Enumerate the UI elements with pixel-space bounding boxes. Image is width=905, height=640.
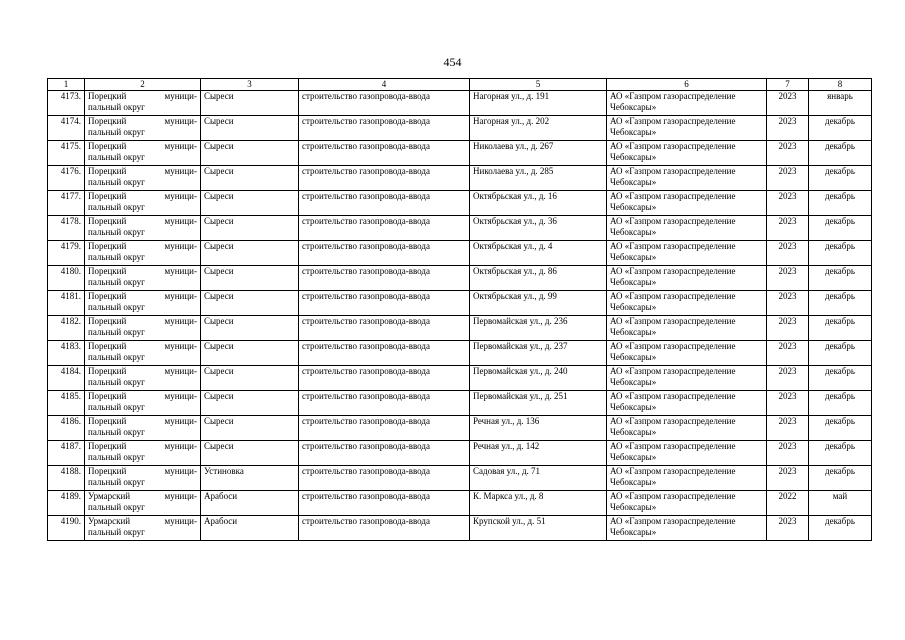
settlement-cell: Сыреси [201, 191, 299, 216]
district-second-line: пальный округ [88, 502, 145, 512]
district-hyphen-part: муници- [164, 441, 197, 451]
table-row [48, 441, 872, 466]
district-second-line: пальный округ [88, 327, 145, 337]
year-cell: 2023 [767, 441, 809, 466]
month-cell: декабрь [809, 191, 872, 216]
district-cell [85, 416, 201, 441]
district-name: Порецкий [88, 416, 127, 426]
work-type-cell: строительство газопровода-ввода [299, 391, 470, 416]
district-first-line [88, 191, 197, 202]
settlement-cell: Сыреси [201, 416, 299, 441]
row-number: 4187. [48, 441, 85, 466]
settlement-cell: Арабоси [201, 491, 299, 516]
month-cell: декабрь [809, 241, 872, 266]
district-first-line [88, 441, 197, 452]
settlement-cell: Сыреси [201, 116, 299, 141]
district-name: Порецкий [88, 116, 127, 126]
work-type-cell: строительство газопровода-ввода [299, 466, 470, 491]
settlement-cell: Сыреси [201, 166, 299, 191]
district-hyphen-part: муници- [164, 516, 197, 526]
month-cell: декабрь [809, 391, 872, 416]
district-first-line [88, 341, 197, 352]
table-row [48, 516, 872, 541]
district-name: Порецкий [88, 316, 127, 326]
district-cell [85, 241, 201, 266]
month-cell: декабрь [809, 266, 872, 291]
district-second-line: пальный округ [88, 177, 145, 187]
row-number: 4190. [48, 516, 85, 541]
district-name: Порецкий [88, 241, 127, 251]
work-type-cell: строительство газопровода-ввода [299, 191, 470, 216]
address-cell: К. Маркса ул., д. 8 [470, 491, 607, 516]
organization-cell: АО «Газпром газораспределение Чебоксары» [607, 366, 767, 391]
district-cell [85, 391, 201, 416]
work-type-cell: строительство газопровода-ввода [299, 291, 470, 316]
column-header: 3 [201, 79, 299, 91]
column-header: 4 [299, 79, 470, 91]
table-row [48, 291, 872, 316]
year-cell: 2023 [767, 341, 809, 366]
district-second-line: пальный округ [88, 277, 145, 287]
district-first-line [88, 316, 197, 327]
row-number: 4181. [48, 291, 85, 316]
address-cell: Первомайская ул., д. 240 [470, 366, 607, 391]
year-cell: 2023 [767, 91, 809, 116]
row-number: 4185. [48, 391, 85, 416]
district-name: Порецкий [88, 291, 127, 301]
organization-cell: АО «Газпром газораспределение Чебоксары» [607, 241, 767, 266]
row-number: 4177. [48, 191, 85, 216]
district-hyphen-part: муници- [164, 191, 197, 201]
settlement-cell: Сыреси [201, 441, 299, 466]
address-cell: Николаева ул., д. 285 [470, 166, 607, 191]
table-row [48, 316, 872, 341]
month-cell: декабрь [809, 516, 872, 541]
year-cell: 2023 [767, 391, 809, 416]
row-number: 4189. [48, 491, 85, 516]
district-name: Порецкий [88, 216, 127, 226]
row-number: 4179. [48, 241, 85, 266]
district-cell [85, 191, 201, 216]
month-cell: декабрь [809, 416, 872, 441]
district-first-line [88, 466, 197, 477]
organization-cell: АО «Газпром газораспределение Чебоксары» [607, 216, 767, 241]
work-type-cell: строительство газопровода-ввода [299, 241, 470, 266]
district-hyphen-part: муници- [164, 316, 197, 326]
year-cell: 2022 [767, 491, 809, 516]
district-name: Порецкий [88, 266, 127, 276]
work-type-cell: строительство газопровода-ввода [299, 91, 470, 116]
work-type-cell: строительство газопровода-ввода [299, 516, 470, 541]
district-second-line: пальный округ [88, 402, 145, 412]
district-hyphen-part: муници- [164, 491, 197, 501]
district-hyphen-part: муници- [164, 91, 197, 101]
district-hyphen-part: муници- [164, 116, 197, 126]
work-type-cell: строительство газопровода-ввода [299, 366, 470, 391]
work-type-cell: строительство газопровода-ввода [299, 316, 470, 341]
month-cell: декабрь [809, 116, 872, 141]
district-second-line: пальный округ [88, 452, 145, 462]
district-first-line [88, 416, 197, 427]
month-cell: декабрь [809, 166, 872, 191]
year-cell: 2023 [767, 416, 809, 441]
address-cell: Октябрьская ул., д. 86 [470, 266, 607, 291]
table-row [48, 241, 872, 266]
district-hyphen-part: муници- [164, 141, 197, 151]
district-hyphen-part: муници- [164, 466, 197, 476]
address-cell: Садовая ул., д. 71 [470, 466, 607, 491]
address-cell: Речная ул., д. 136 [470, 416, 607, 441]
district-cell [85, 166, 201, 191]
page-number: 454 [443, 55, 462, 69]
district-name: Порецкий [88, 166, 127, 176]
month-cell: январь [809, 91, 872, 116]
district-hyphen-part: муници- [164, 416, 197, 426]
district-first-line [88, 516, 197, 527]
district-second-line: пальный округ [88, 527, 145, 537]
work-type-cell: строительство газопровода-ввода [299, 141, 470, 166]
district-cell [85, 266, 201, 291]
organization-cell: АО «Газпром газораспределение Чебоксары» [607, 141, 767, 166]
row-number: 4176. [48, 166, 85, 191]
year-cell: 2023 [767, 516, 809, 541]
address-cell: Крупской ул., д. 51 [470, 516, 607, 541]
district-second-line: пальный округ [88, 227, 145, 237]
district-name: Порецкий [88, 466, 127, 476]
row-number: 4178. [48, 216, 85, 241]
month-cell: декабрь [809, 216, 872, 241]
month-cell: май [809, 491, 872, 516]
district-first-line [88, 166, 197, 177]
table-row [48, 466, 872, 491]
organization-cell: АО «Газпром газораспределение Чебоксары» [607, 416, 767, 441]
year-cell: 2023 [767, 366, 809, 391]
address-cell: Октябрьская ул., д. 16 [470, 191, 607, 216]
settlement-cell: Сыреси [201, 391, 299, 416]
address-cell: Первомайская ул., д. 237 [470, 341, 607, 366]
organization-cell: АО «Газпром газораспределение Чебоксары» [607, 516, 767, 541]
table-row [48, 391, 872, 416]
table-row [48, 341, 872, 366]
work-type-cell: строительство газопровода-ввода [299, 416, 470, 441]
column-header: 7 [767, 79, 809, 91]
work-type-cell: строительство газопровода-ввода [299, 166, 470, 191]
row-number: 4188. [48, 466, 85, 491]
district-hyphen-part: муници- [164, 216, 197, 226]
table-row [48, 216, 872, 241]
gas-works-table [47, 78, 872, 541]
district-cell [85, 491, 201, 516]
settlement-cell: Устиновка [201, 466, 299, 491]
district-cell [85, 441, 201, 466]
month-cell: декабрь [809, 366, 872, 391]
district-first-line [88, 366, 197, 377]
year-cell: 2023 [767, 191, 809, 216]
district-cell [85, 291, 201, 316]
column-header: 6 [607, 79, 767, 91]
district-first-line [88, 391, 197, 402]
month-cell: декабрь [809, 341, 872, 366]
organization-cell: АО «Газпром газораспределение Чебоксары» [607, 166, 767, 191]
month-cell: декабрь [809, 466, 872, 491]
month-cell: декабрь [809, 441, 872, 466]
district-hyphen-part: муници- [164, 366, 197, 376]
district-first-line [88, 291, 197, 302]
work-type-cell: строительство газопровода-ввода [299, 491, 470, 516]
district-first-line [88, 116, 197, 127]
table-row [48, 266, 872, 291]
settlement-cell: Сыреси [201, 366, 299, 391]
address-cell: Николаева ул., д. 267 [470, 141, 607, 166]
district-cell [85, 141, 201, 166]
work-type-cell: строительство газопровода-ввода [299, 216, 470, 241]
year-cell: 2023 [767, 316, 809, 341]
address-cell: Речная ул., д. 142 [470, 441, 607, 466]
address-cell: Октябрьская ул., д. 36 [470, 216, 607, 241]
district-first-line [88, 241, 197, 252]
district-hyphen-part: муници- [164, 291, 197, 301]
district-hyphen-part: муници- [164, 341, 197, 351]
row-number: 4183. [48, 341, 85, 366]
row-number: 4186. [48, 416, 85, 441]
district-second-line: пальный округ [88, 102, 145, 112]
settlement-cell: Сыреси [201, 316, 299, 341]
table-row [48, 166, 872, 191]
district-second-line: пальный округ [88, 202, 145, 212]
address-cell: Октябрьская ул., д. 4 [470, 241, 607, 266]
work-type-cell: строительство газопровода-ввода [299, 341, 470, 366]
row-number: 4173. [48, 91, 85, 116]
district-cell [85, 341, 201, 366]
district-second-line: пальный округ [88, 352, 145, 362]
month-cell: декабрь [809, 291, 872, 316]
district-hyphen-part: муници- [164, 391, 197, 401]
district-name: Порецкий [88, 366, 127, 376]
year-cell: 2023 [767, 266, 809, 291]
address-cell: Нагорная ул., д. 202 [470, 116, 607, 141]
organization-cell: АО «Газпром газораспределение Чебоксары» [607, 441, 767, 466]
district-first-line [88, 216, 197, 227]
district-cell [85, 466, 201, 491]
district-name: Порецкий [88, 441, 127, 451]
work-type-cell: строительство газопровода-ввода [299, 116, 470, 141]
district-name: Порецкий [88, 141, 127, 151]
district-cell [85, 366, 201, 391]
organization-cell: АО «Газпром газораспределение Чебоксары» [607, 316, 767, 341]
organization-cell: АО «Газпром газораспределение Чебоксары» [607, 291, 767, 316]
settlement-cell: Сыреси [201, 241, 299, 266]
settlement-cell: Сыреси [201, 291, 299, 316]
settlement-cell: Сыреси [201, 91, 299, 116]
district-second-line: пальный округ [88, 377, 145, 387]
settlement-cell: Сыреси [201, 341, 299, 366]
month-cell: декабрь [809, 316, 872, 341]
district-name: Урмарский [88, 516, 131, 526]
row-number: 4180. [48, 266, 85, 291]
address-cell: Октябрьская ул., д. 99 [470, 291, 607, 316]
district-name: Порецкий [88, 91, 127, 101]
organization-cell: АО «Газпром газораспределение Чебоксары» [607, 391, 767, 416]
organization-cell: АО «Газпром газораспределение Чебоксары» [607, 91, 767, 116]
district-name: Порецкий [88, 191, 127, 201]
district-cell [85, 516, 201, 541]
district-second-line: пальный округ [88, 477, 145, 487]
table-row [48, 91, 872, 116]
column-header: 5 [470, 79, 607, 91]
organization-cell: АО «Газпром газораспределение Чебоксары» [607, 466, 767, 491]
address-cell: Первомайская ул., д. 236 [470, 316, 607, 341]
address-cell: Нагорная ул., д. 191 [470, 91, 607, 116]
organization-cell: АО «Газпром газораспределение Чебоксары» [607, 116, 767, 141]
year-cell: 2023 [767, 466, 809, 491]
district-name: Порецкий [88, 341, 127, 351]
work-type-cell: строительство газопровода-ввода [299, 266, 470, 291]
district-first-line [88, 491, 197, 502]
settlement-cell: Арабоси [201, 516, 299, 541]
district-cell [85, 116, 201, 141]
table-row [48, 491, 872, 516]
row-number: 4184. [48, 366, 85, 391]
year-cell: 2023 [767, 141, 809, 166]
district-second-line: пальный округ [88, 427, 145, 437]
district-name: Урмарский [88, 491, 131, 501]
district-name: Порецкий [88, 391, 127, 401]
column-header: 8 [809, 79, 872, 91]
work-type-cell: строительство газопровода-ввода [299, 441, 470, 466]
column-header: 2 [85, 79, 201, 91]
district-first-line [88, 141, 197, 152]
district-hyphen-part: муници- [164, 166, 197, 176]
year-cell: 2023 [767, 216, 809, 241]
year-cell: 2023 [767, 166, 809, 191]
district-second-line: пальный округ [88, 127, 145, 137]
year-cell: 2023 [767, 291, 809, 316]
row-number: 4175. [48, 141, 85, 166]
month-cell: декабрь [809, 141, 872, 166]
column-header: 1 [48, 79, 85, 91]
organization-cell: АО «Газпром газораспределение Чебоксары» [607, 266, 767, 291]
district-cell [85, 316, 201, 341]
settlement-cell: Сыреси [201, 266, 299, 291]
organization-cell: АО «Газпром газораспределение Чебоксары» [607, 491, 767, 516]
district-hyphen-part: муници- [164, 266, 197, 276]
organization-cell: АО «Газпром газораспределение Чебоксары» [607, 191, 767, 216]
table-row [48, 116, 872, 141]
year-cell: 2023 [767, 241, 809, 266]
year-cell: 2023 [767, 116, 809, 141]
header-row [48, 79, 872, 91]
district-cell [85, 216, 201, 241]
district-second-line: пальный округ [88, 252, 145, 262]
organization-cell: АО «Газпром газораспределение Чебоксары» [607, 341, 767, 366]
district-cell [85, 91, 201, 116]
table-row [48, 191, 872, 216]
table-row [48, 366, 872, 391]
district-first-line [88, 91, 197, 102]
row-number: 4174. [48, 116, 85, 141]
row-number: 4182. [48, 316, 85, 341]
district-second-line: пальный округ [88, 302, 145, 312]
district-second-line: пальный округ [88, 152, 145, 162]
table-row [48, 141, 872, 166]
address-cell: Первомайская ул., д. 251 [470, 391, 607, 416]
district-hyphen-part: муници- [164, 241, 197, 251]
settlement-cell: Сыреси [201, 216, 299, 241]
table-row [48, 416, 872, 441]
settlement-cell: Сыреси [201, 141, 299, 166]
district-first-line [88, 266, 197, 277]
